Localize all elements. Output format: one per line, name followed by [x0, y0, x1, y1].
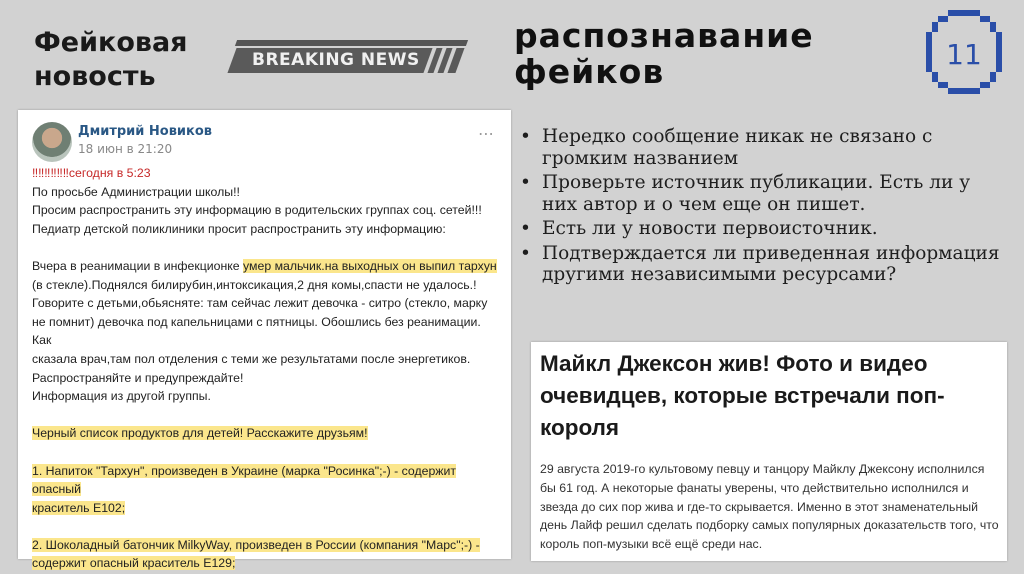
article-title: Майкл Джексон жив! Фото и видео очевидцев, которые встречали поп-короля — [540, 351, 945, 440]
blacklist-item-2-line-1: 2. Шоколадный батончик MilkyWay, произведен в России (компания "Марс";-) - — [32, 537, 480, 552]
slide-title-line-1: распознавание — [514, 16, 814, 55]
avatar — [32, 122, 72, 162]
article-text: 29 августа 2019-го культовому певцу и танцору Майклу Джексону исполнился бы 61 год. А некоторые фанаты уверены, что действительно исполнился и звезда до сих пор жива и где-то скрывается. Именно в этот знаменательный день Лайф решил сделать подборку самых популярных доказательств того, что король поп-музыки всё ещё среди нас. — [540, 462, 999, 552]
post-line: Говорите с детьми,обьясняте: там сейчас лежит девочка - ситро (стекло, марку — [32, 296, 488, 311]
tip-item: • Нередко сообщение никак не связано с громким названием — [518, 126, 1008, 169]
news-article-screenshot — [531, 342, 1007, 561]
story-start: Вчера в реанимации в инфекционке — [32, 258, 244, 273]
post-line: По просьбе Администрации школы!! — [32, 184, 240, 199]
post-line: сказала врач,там пол отделения с теми же результатами после энергетиков. — [32, 351, 471, 366]
tip-item: • Подтверждается ли приведенная информация другими независимыми ресурсами? — [518, 243, 1008, 286]
banner-top-bar — [235, 40, 468, 46]
post-story-line — [32, 257, 502, 276]
post-line: не помнит) девочка под капельницами с пятницы. Обошлись без реанимации. Как — [32, 314, 481, 348]
post-line: Педиатр детской поликлиники просит распространить эту информацию: — [32, 221, 446, 236]
blacklist-item-1-line-2: краситель Е102; — [32, 500, 126, 515]
slide-title — [514, 18, 814, 90]
post-line: (в стекле).Поднялся билирубин,интоксикация,2 дня комы,спасти не удалось.! — [32, 277, 477, 292]
more-options-icon: ⋯ — [478, 124, 494, 143]
post-date: 18 июн в 21:20 — [78, 142, 173, 156]
post-line: Просим распространить эту информацию в родительских группах соц. сетей!!! — [32, 203, 482, 218]
breaking-news-banner — [232, 40, 467, 78]
slide-title-line-2: фейков — [514, 52, 665, 91]
blacklist-item-2-line-2: содержит опасный краситель Е129; — [32, 556, 236, 571]
slide-number-badge — [922, 8, 1006, 98]
breaking-news-label: BREAKING NEWS — [252, 50, 420, 70]
slide-number: 11 — [946, 38, 982, 71]
post-line: ‼‼‼‼‼‼сегодня в 5:23 — [32, 166, 151, 180]
post-line: Распространяйте и предупреждайте! — [32, 370, 244, 385]
left-title-line-1: Фейковая — [34, 27, 188, 58]
social-post-screenshot — [18, 110, 511, 571]
blacklist-title: Черный список продуктов для детей! Расскажите друзьям! — [32, 426, 368, 441]
post-line: Информация из другой группы. — [32, 389, 211, 404]
left-title-line-2: новость — [34, 61, 156, 92]
pixel-circle-icon — [922, 8, 1006, 98]
left-title — [34, 26, 188, 94]
blacklist-item-1-line-1: 1. Напиток "Тархун", произведен в Украине (марка "Росинка";-) - содержит опасный — [32, 463, 457, 497]
highlighted-claim: умер мальчик.на выходных он выпил тархун — [243, 258, 497, 273]
post-author: Дмитрий Новиков — [78, 124, 213, 139]
post-body — [32, 164, 502, 573]
tip-item: • Есть ли у новости первоисточник. — [518, 218, 1008, 240]
tip-item: • Проверьте источник публикации. Есть ли у них автор и о чем еще он пишет. — [518, 172, 1008, 215]
tips-list — [518, 126, 1008, 289]
